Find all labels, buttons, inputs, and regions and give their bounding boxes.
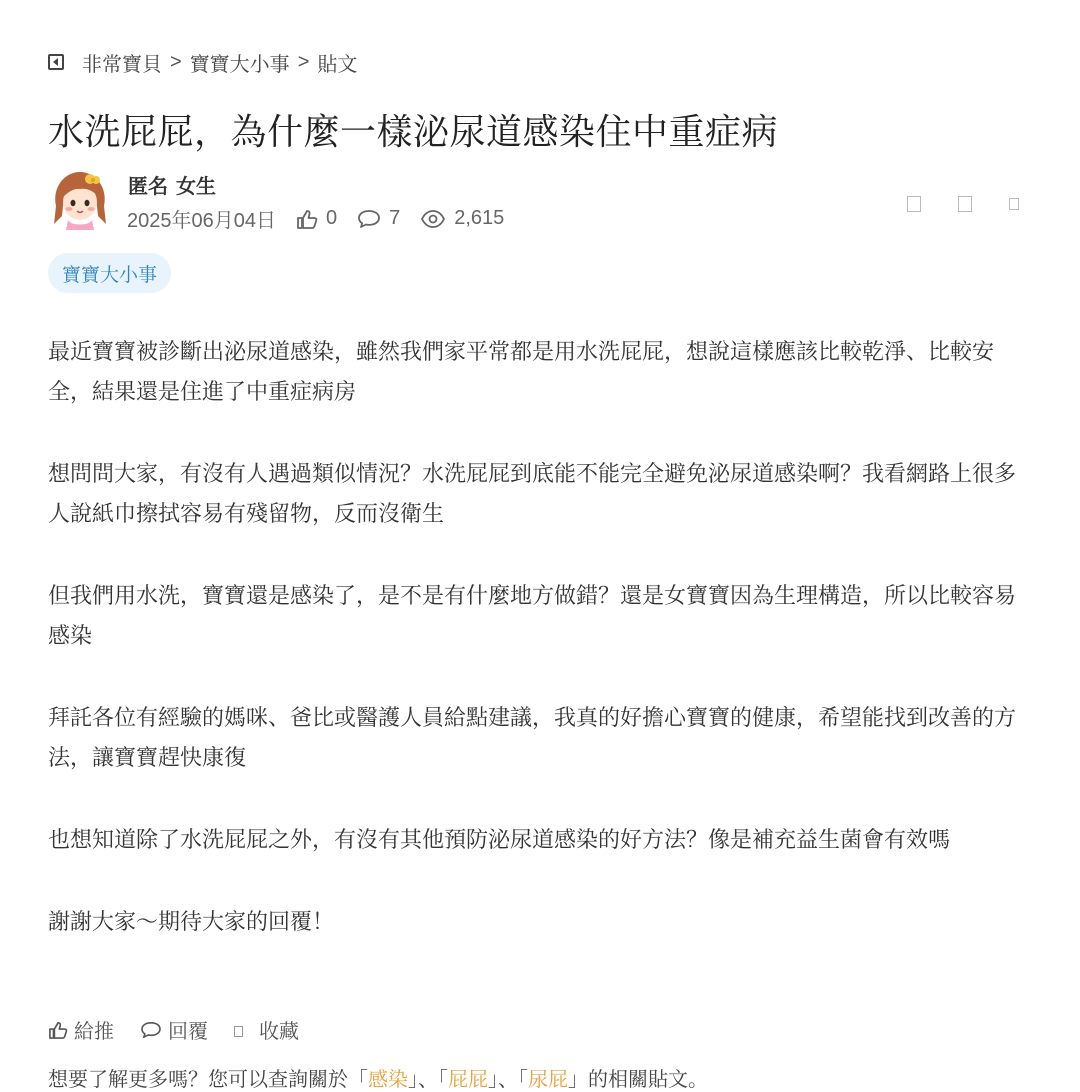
breadcrumb-separator: > [297, 50, 310, 73]
avatar[interactable] [48, 166, 112, 230]
post-action-icons [907, 196, 1019, 212]
comment-count [357, 207, 400, 230]
related-keyword-link[interactable]: 尿屁 [528, 1069, 568, 1091]
post-paragraph: 最近寶寶被診斷出泌尿道感染，雖然我們家平常都是用水洗屁屁，想說這樣應該比較乾淨、比較安全，結果還是住進了中重症病房 [48, 339, 995, 404]
like-button-label: 給推 [74, 1021, 114, 1043]
related-keyword-link[interactable]: 感染 [368, 1069, 408, 1091]
eye-icon [420, 209, 446, 229]
related-keyword-link[interactable]: 屁屁 [448, 1069, 488, 1091]
related-posts-hint: 想要了解更多嗎？您可以查詢關於「感染」、「屁屁」、「尿屁」的相關貼文。 [48, 1069, 708, 1091]
breadcrumb-item-feichang[interactable]: 非常寶貝 [82, 53, 162, 76]
related-suffix: 的相關貼文。 [588, 1069, 708, 1091]
post-paragraph: 謝謝大家～期待大家的回覆！ [48, 909, 335, 934]
post-paragraph: 也想知道除了水洗屁屁之外，有沒有其他預防泌尿道感染的好方法？像是補充益生菌會有效嗎 [48, 827, 951, 852]
post-paragraph: 但我們用水洗，寶寶還是感染了，是不是有什麼地方做錯？還是女寶寶因為生理構造，所以比較容易感染 [48, 583, 1017, 648]
author-gender: 女生 [176, 176, 216, 198]
thumbs-up-icon [296, 209, 318, 229]
post-paragraph: 想問問大家，有沒有人遇過類似情況？水洗屁屁到底能不能完全避免泌尿道感染啊？我看網路上很多人說紙巾擦拭容易有殘留物，反而沒衛生 [48, 461, 1017, 526]
back-icon[interactable] [48, 54, 64, 70]
related-prefix: 想要了解更多嗎？您可以查詢關於 [48, 1069, 348, 1091]
footer-actions [48, 1015, 325, 1044]
post-paragraph: 拜託各位有經驗的媽咪、爸比或醫護人員給點建議，我真的好擔心寶寶的健康，希望能找到改善的方法，讓寶寶趕快康復 [48, 705, 1017, 770]
like-count-value: 0 [325, 207, 338, 229]
breadcrumb-item-post: 貼文 [317, 53, 358, 76]
post-meta [127, 204, 504, 233]
comment-icon [357, 209, 381, 229]
author-line [128, 170, 216, 199]
bookmark-icon [234, 1026, 243, 1037]
breadcrumb [48, 48, 357, 76]
save-button[interactable] [234, 1015, 299, 1044]
bookmark-icon[interactable] [958, 196, 972, 212]
share-icon[interactable] [907, 196, 921, 212]
comment-icon [140, 1021, 162, 1039]
view-count-value: 2,615 [454, 207, 505, 229]
more-icon[interactable] [1009, 198, 1019, 210]
like-button[interactable] [48, 1015, 114, 1044]
post-content [48, 332, 1023, 984]
reply-button[interactable] [140, 1015, 208, 1044]
like-count [296, 207, 337, 230]
author-name[interactable]: 匿名 [128, 176, 168, 198]
category-tag[interactable]: 寶寶大小事 [48, 253, 171, 293]
reply-button-label: 回覆 [168, 1021, 208, 1043]
save-button-label: 收藏 [259, 1021, 299, 1043]
comment-count-value: 7 [389, 207, 401, 229]
post-title: 水洗屁屁，為什麼一樣泌尿道感染住中重症病 [48, 111, 779, 152]
breadcrumb-separator: > [170, 50, 182, 73]
thumbs-up-icon [48, 1021, 68, 1039]
breadcrumb-item-category[interactable]: 寶寶大小事 [189, 53, 290, 76]
post-date: 2025年06月04日 [127, 210, 276, 232]
view-count [420, 207, 504, 230]
